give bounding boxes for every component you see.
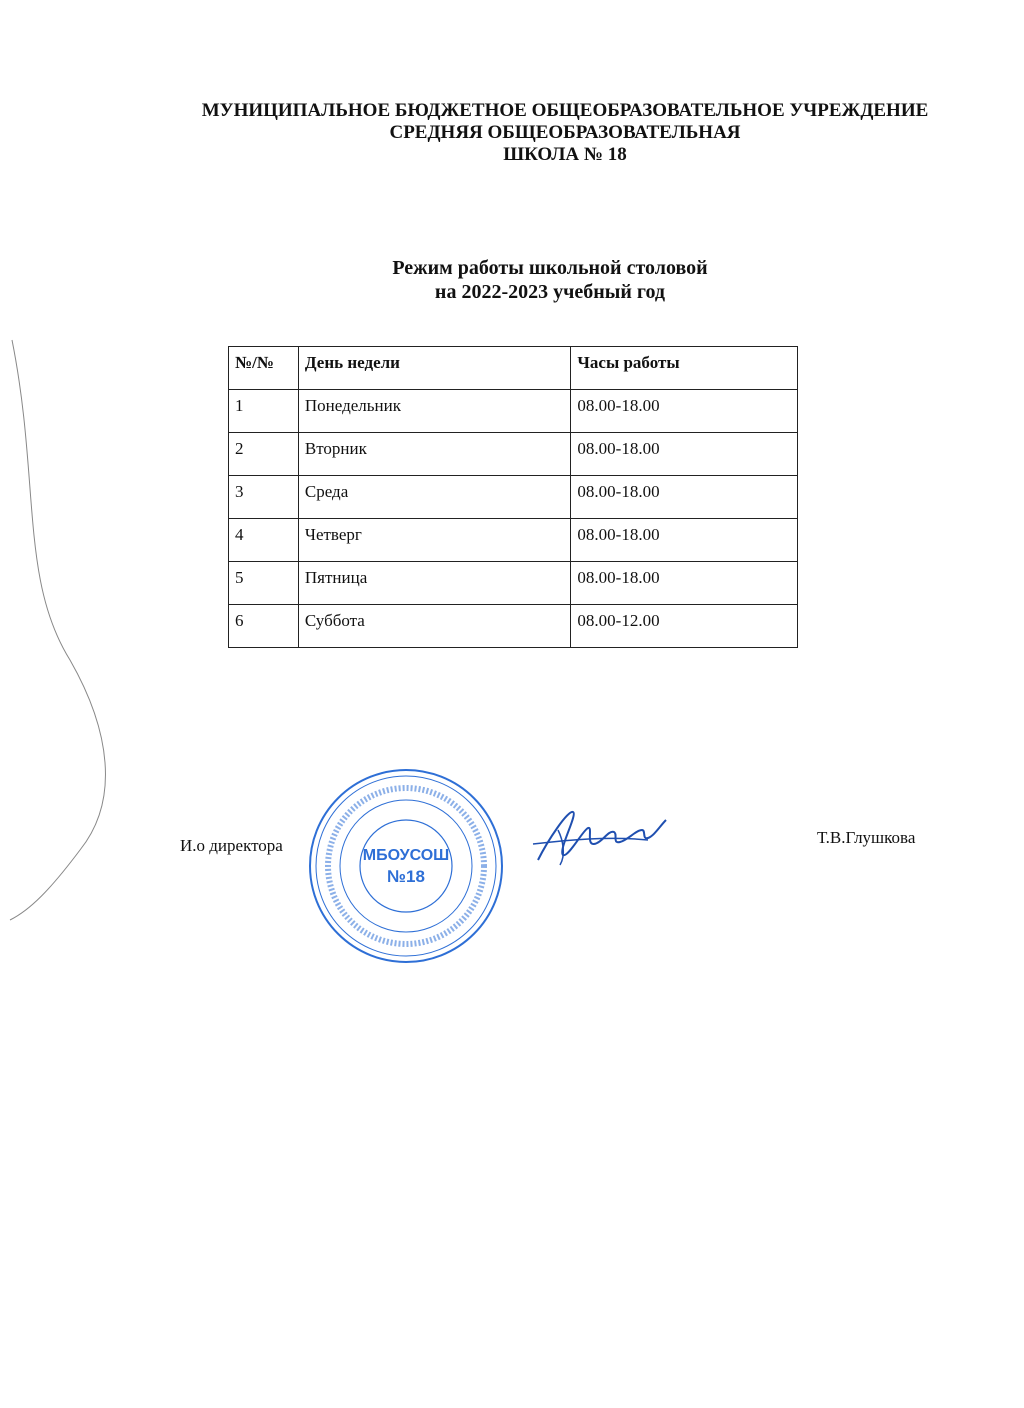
table-row [229,605,798,648]
row-hours: 08.00-18.00 [571,390,798,433]
school-header [150,100,980,166]
row-number: 6 [229,605,299,648]
table-row [229,562,798,605]
header-line-3: ШКОЛА № 18 [503,144,627,165]
row-day: Пятница [298,562,571,605]
row-day: Суббота [298,605,571,648]
row-hours: 08.00-18.00 [571,433,798,476]
row-hours: 08.00-18.00 [571,562,798,605]
table-row [229,476,798,519]
header-line-2: СРЕДНЯЯ ОБЩЕОБРАЗОВАТЕЛЬНАЯ [389,122,741,143]
row-hours: 08.00-12.00 [571,605,798,648]
signatory-name: Т.В.Глушкова [817,828,916,847]
stamp-center-line-2: №18 [387,867,425,886]
director-signature [528,800,668,870]
row-day: Четверг [298,519,571,562]
school-stamp [306,766,506,966]
schedule-table [228,346,798,648]
title-line-1: Режим работы школьной столовой [392,257,708,279]
table-header-row [229,347,798,390]
table-row [229,390,798,433]
row-number: 4 [229,519,299,562]
row-day: Среда [298,476,571,519]
row-hours: 08.00-18.00 [571,476,798,519]
row-day: Понедельник [298,390,571,433]
title-line-2: на 2022-2023 учебный год [434,281,666,303]
header-line-1: МУНИЦИПАЛЬНОЕ БЮДЖЕТНОЕ ОБЩЕОБРАЗОВАТЕЛЬНОЕ УЧРЕЖДЕНИЕ [201,100,929,121]
page-fold-mark [0,330,120,930]
table-row [229,519,798,562]
row-number: 5 [229,562,299,605]
row-number: 2 [229,433,299,476]
signatory-position: И.о директора [180,836,283,855]
document-title [290,256,810,304]
row-day: Вторник [298,433,571,476]
row-number: 1 [229,390,299,433]
header-cell-day: День недели [298,347,571,390]
table-row [229,433,798,476]
stamp-center-line-1: МБОУСОШ [362,847,450,864]
header-cell-number: №/№ [229,347,299,390]
row-number: 3 [229,476,299,519]
row-hours: 08.00-18.00 [571,519,798,562]
header-cell-hours: Часы работы [571,347,798,390]
